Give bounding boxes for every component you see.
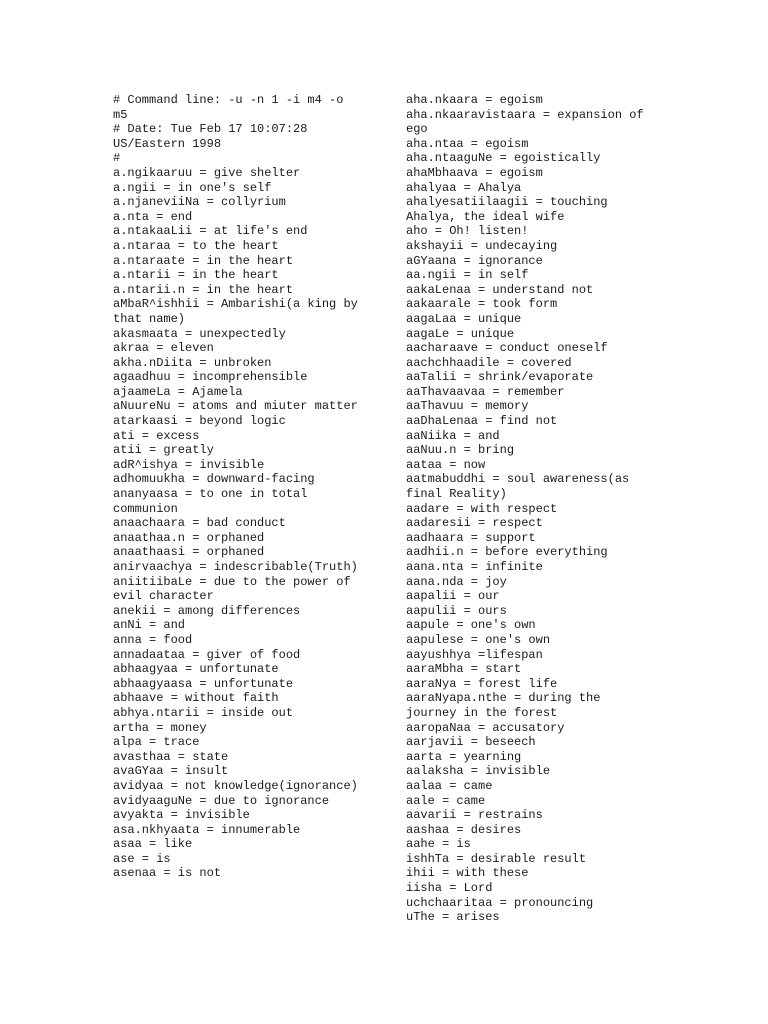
glossary-entry: a.ntarii.n = in the heart xyxy=(113,282,294,297)
glossary-entry: a.ntarii = in the heart xyxy=(113,268,279,283)
glossary-entry: akasmaata = unexpectedly xyxy=(113,326,286,341)
glossary-entry: aalaa = came xyxy=(406,778,493,793)
glossary-entry: aaNuu.n = bring xyxy=(406,443,515,458)
glossary-entry: anna = food xyxy=(113,632,193,647)
glossary-entry: akha.nDiita = unbroken xyxy=(113,355,272,370)
glossary-entry: anekii = among differences xyxy=(113,603,301,618)
glossary-entry: aarta = yearning xyxy=(406,749,522,764)
glossary-entry: anaachaara = bad conduct xyxy=(113,516,286,531)
glossary-entry: abhaave = without faith xyxy=(113,691,279,706)
glossary-entry: ahaMbhaava = egoism xyxy=(406,165,543,180)
glossary-entry: aaThavaavaa = remember xyxy=(406,384,565,399)
glossary-entry: avasthaa = state xyxy=(113,749,229,764)
glossary-entry: # xyxy=(113,151,121,166)
glossary-entry: aana.nda = joy xyxy=(406,574,507,589)
glossary-entry: # Command line: -u -n 1 -i m4 -o m5 xyxy=(113,93,351,122)
glossary-entry: aha.nkaaravistaara = expansion of ego xyxy=(406,107,651,137)
glossary-entry: aatmabuddhi = soul awareness(as final Reality) xyxy=(406,472,637,502)
glossary-entry: aarjavii = beseech xyxy=(406,735,536,750)
glossary-entry: aa.ngii = in self xyxy=(406,268,529,283)
glossary-entry: aayushhya =lifespan xyxy=(406,647,543,662)
glossary-entry: aapalii = our xyxy=(406,589,500,604)
glossary-entry: ati = excess xyxy=(113,428,200,443)
glossary-entry: aha.ntaa = egoism xyxy=(406,136,529,151)
glossary-entry: ahalyesatiilaagii = touching Ahalya, the ideal wife xyxy=(406,195,615,224)
glossary-entry: avidyaa = not knowledge(ignorance) xyxy=(113,778,358,793)
glossary-entry: # Date: Tue Feb 17 10:07:28 US/Eastern 1998 xyxy=(113,122,315,151)
glossary-entry: a.ntakaaLii = at life's end xyxy=(113,224,308,239)
glossary-entry: ishhTa = desirable result xyxy=(406,851,587,866)
glossary-entry: aapulese = one's own xyxy=(406,632,551,647)
glossary-entry: asa.nkhyaata = innumerable xyxy=(113,822,301,837)
glossary-entry: aakaarale = took form xyxy=(406,297,558,312)
glossary-entry: ajaameLa = Ajamela xyxy=(113,384,243,399)
glossary-entry: aapulii = ours xyxy=(406,603,507,618)
glossary-entry: aavarii = restrains xyxy=(406,808,543,823)
glossary-entry: uchchaaritaa = pronouncing xyxy=(406,895,594,910)
glossary-entry: asaa = like xyxy=(113,837,193,852)
glossary-entry: aalaksha = invisible xyxy=(406,764,551,779)
glossary-entry: aaraNyapa.nthe = during the journey in the forest xyxy=(406,691,608,720)
glossary-entry: anaathaasi = orphaned xyxy=(113,545,265,560)
glossary-entry: aniitiibaLe = due to the power of evil character xyxy=(113,574,358,604)
glossary-entry: aaraNya = forest life xyxy=(406,676,558,691)
glossary-entry: artha = money xyxy=(113,720,207,735)
glossary-entry: ase = is xyxy=(113,851,171,866)
glossary-entry: aadare = with respect xyxy=(406,501,558,516)
glossary-entry: aale = came xyxy=(406,793,486,808)
glossary-entry: a.ntaraate = in the heart xyxy=(113,253,294,268)
glossary-entry: aNuureNu = atoms and miuter matter xyxy=(113,399,358,414)
glossary-entry: anaathaa.n = orphaned xyxy=(113,530,265,545)
glossary-entry: aaNiika = and xyxy=(406,428,500,443)
glossary-entry: abhya.ntarii = inside out xyxy=(113,705,294,720)
glossary-entry: aadhii.n = before everything xyxy=(406,545,608,560)
glossary-entry: aapule = one's own xyxy=(406,618,536,633)
glossary-entry: aagaLe = unique xyxy=(406,326,515,341)
glossary-entry: aaraMbha = start xyxy=(406,662,522,677)
glossary-entry: abhaagyaa = unfortunate xyxy=(113,662,279,677)
glossary-entry: aakaLenaa = understand not xyxy=(406,282,594,297)
right-column xyxy=(406,93,651,925)
glossary-entry: aha.ntaaguNe = egoistically xyxy=(406,151,601,166)
glossary-entry: adR^ishya = invisible xyxy=(113,457,265,472)
left-column xyxy=(113,93,366,881)
glossary-entry: aataa = now xyxy=(406,457,486,472)
glossary-entry: abhaagyaasa = unfortunate xyxy=(113,676,294,691)
glossary-entry: akraa = eleven xyxy=(113,341,214,356)
glossary-entry: uThe = arises xyxy=(406,910,500,925)
glossary-entry: atarkaasi = beyond logic xyxy=(113,414,286,429)
glossary-entry: ahalyaa = Ahalya xyxy=(406,180,522,195)
glossary-entry: anirvaachya = indescribable(Truth) xyxy=(113,560,358,574)
glossary-entry: aacharaave = conduct oneself xyxy=(406,341,608,356)
glossary-entry: iisha = Lord xyxy=(406,881,493,896)
glossary-entry: aashaa = desires xyxy=(406,822,522,837)
glossary-entry: aaThavuu = memory xyxy=(406,399,529,414)
glossary-entry: aachchhaadile = covered xyxy=(406,355,572,370)
glossary-entry: avidyaaguNe = due to ignorance xyxy=(113,793,330,808)
glossary-entry: akshayii = undecaying xyxy=(406,238,558,253)
glossary-entry: ihii = with these xyxy=(406,866,529,881)
glossary-entry: aaTalii = shrink/evaporate xyxy=(406,370,594,385)
glossary-entry: annadaataa = giver of food xyxy=(113,647,301,662)
glossary-entry: a.ngikaaruu = give shelter xyxy=(113,165,301,180)
glossary-entry: aadaresii = respect xyxy=(406,516,543,531)
glossary-entry: a.nta = end xyxy=(113,209,193,224)
glossary-entry: aana.nta = infinite xyxy=(406,560,543,574)
glossary-entry: aagaLaa = unique xyxy=(406,311,522,326)
glossary-entry: asenaa = is not xyxy=(113,866,222,881)
glossary-entry: agaadhuu = incomprehensible xyxy=(113,370,308,385)
glossary-entry: anNi = and xyxy=(113,618,186,633)
glossary-entry: aadhaara = support xyxy=(406,530,536,545)
glossary-entry: atii = greatly xyxy=(113,443,214,458)
glossary-entry: aGYaana = ignorance xyxy=(406,253,543,268)
glossary-entry: aMbaR^ishhii = Ambarishi(a king by that name) xyxy=(113,297,366,326)
glossary-entry: alpa = trace xyxy=(113,735,200,750)
glossary-entry: a.ntaraa = to the heart xyxy=(113,238,279,253)
glossary-entry: a.njaneviiNa = collyrium xyxy=(113,195,286,210)
glossary-entry: aahe = is xyxy=(406,837,471,852)
glossary-entry: aaropaNaa = accusatory xyxy=(406,720,565,735)
glossary-entry: aho = Oh! listen! xyxy=(406,224,529,239)
glossary-entry: aha.nkaara = egoism xyxy=(406,93,543,107)
glossary-entry: a.ngii = in one's self xyxy=(113,180,272,195)
glossary-entry: adhomuukha = downward-facing xyxy=(113,472,315,487)
glossary-entry: ananyaasa = to one in total communion xyxy=(113,487,315,516)
glossary-entry: aaDhaLenaa = find not xyxy=(406,414,558,429)
glossary-entry: avaGYaa = insult xyxy=(113,764,229,779)
glossary-entry: avyakta = invisible xyxy=(113,808,250,823)
